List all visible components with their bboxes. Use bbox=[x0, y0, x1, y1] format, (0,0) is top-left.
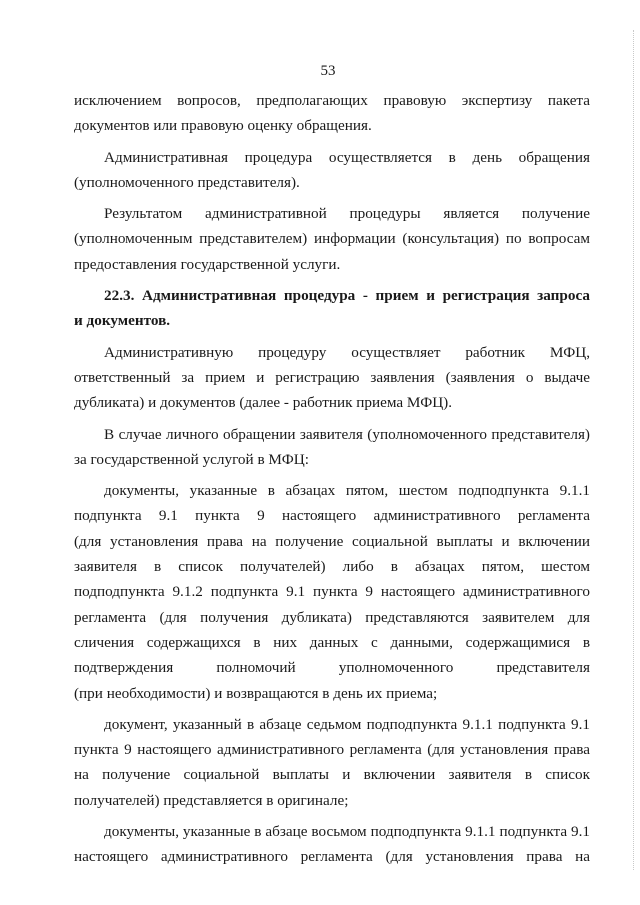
text-line: подподпункта 9.1.2 подпункта 9.1 пункта 9 настоящего административного bbox=[74, 583, 590, 601]
text-line: документы, указанные в абзацах пятом, шестом подподпункта 9.1.1 bbox=[104, 482, 590, 500]
section-heading bbox=[74, 283, 590, 334]
paragraph bbox=[74, 340, 590, 416]
text-line: получателей) представляется в оригинале; bbox=[74, 791, 349, 809]
paragraph bbox=[74, 712, 590, 813]
text-line: сличения содержащихся в них данных с данными, содержащимися в bbox=[74, 633, 590, 651]
document-body bbox=[74, 88, 590, 870]
text-line: подтверждения полномочий уполномоченного представителя bbox=[74, 659, 590, 677]
text-line: регламента (для получения дубликата) представляются заявителем для bbox=[74, 608, 590, 626]
text-line: за государственной услугой в МФЦ: bbox=[74, 450, 309, 468]
text-line: В случае личного обращении заявителя (уполномоченного представителя) bbox=[104, 425, 590, 443]
text-line: ответственный за прием и регистрацию заявления (заявления о выдаче bbox=[74, 368, 590, 386]
paragraph bbox=[74, 819, 590, 870]
text-line: (при необходимости) и возвращаются в день их приема; bbox=[74, 684, 438, 702]
paragraph bbox=[74, 201, 590, 277]
paragraph bbox=[74, 88, 590, 139]
page-number: 53 bbox=[320, 63, 336, 79]
text-line: настоящего административного регламента (для установления права на bbox=[74, 848, 590, 866]
text-line: Административная процедура осуществляется в день обращения bbox=[104, 148, 590, 166]
text-line: документ, указанный в абзаце седьмом подподпункта 9.1.1 подпункта 9.1 bbox=[104, 715, 590, 733]
text-line: (уполномоченного представителя). bbox=[74, 173, 300, 191]
text-line: предоставления государственной услуги. bbox=[74, 255, 341, 273]
paragraph bbox=[74, 145, 590, 196]
text-line: на получение социальной выплаты и включении заявителя в список bbox=[74, 766, 590, 784]
paragraph bbox=[74, 478, 590, 706]
text-line: (уполномоченным представителем) информации (консультация) по вопросам bbox=[74, 230, 590, 248]
text-line: Результатом административной процедуры является получение bbox=[104, 205, 590, 223]
text-line: дубликата) и документов (далее - работник приема МФЦ). bbox=[74, 394, 453, 412]
paragraph bbox=[74, 422, 590, 473]
text-line: подпункта 9.1 пункта 9 настоящего административного регламента bbox=[74, 507, 590, 525]
text-line: документов или правовую оценку обращения. bbox=[74, 117, 372, 135]
scan-edge-artifact bbox=[632, 30, 634, 870]
text-line: пункта 9 настоящего административного регламента (для установления права bbox=[74, 741, 590, 759]
text-line: исключением вопросов, предполагающих правовую экспертизу пакета bbox=[74, 92, 590, 109]
text-line: 22.3. Административная процедура - прием и регистрация запроса bbox=[104, 287, 590, 305]
text-line: заявителя в список получателей) либо в абзацах пятом, шестом bbox=[74, 558, 590, 576]
text-line: и документов. bbox=[74, 312, 171, 330]
text-line: (для установления права на получение социальной выплаты и включении bbox=[74, 532, 590, 550]
text-line: документы, указанные в абзаце восьмом подподпункта 9.1.1 подпункта 9.1 bbox=[104, 823, 590, 841]
text-line: Административную процедуру осуществляет работник МФЦ, bbox=[104, 343, 590, 361]
